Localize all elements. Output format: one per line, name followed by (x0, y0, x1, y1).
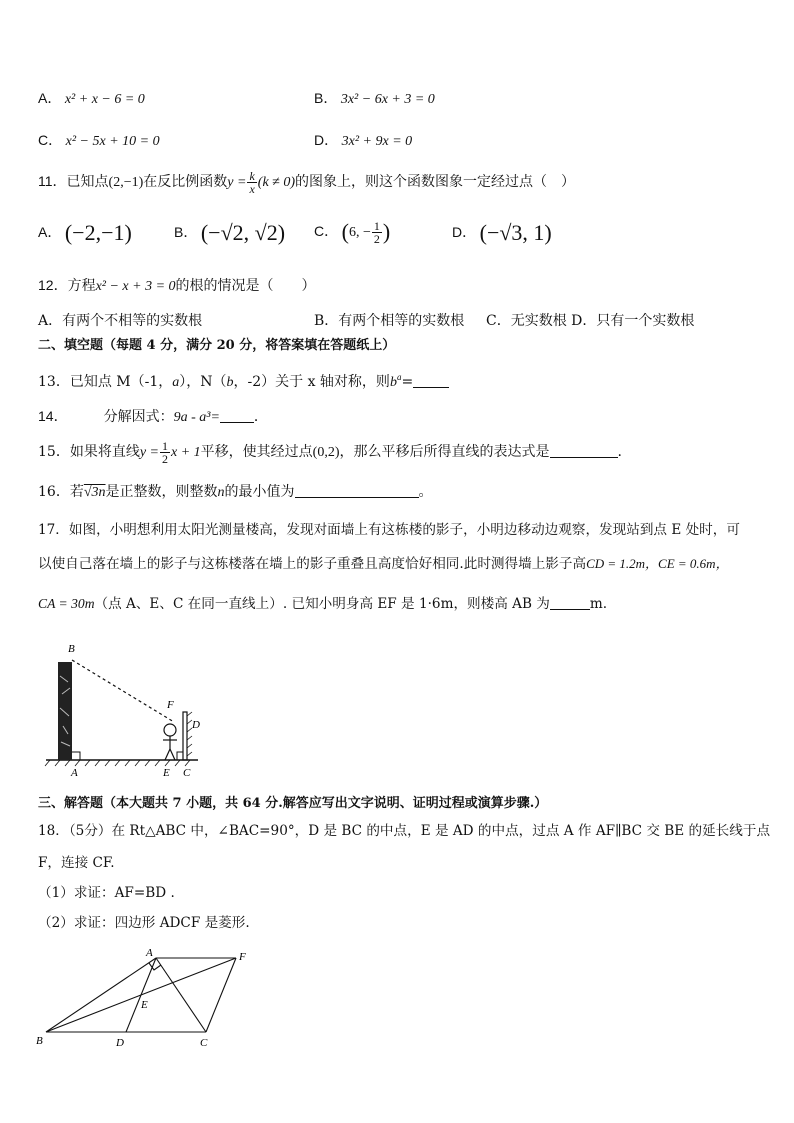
q16-question: 16．若√3n是正整数，则整数n的最小值为 。 (38, 484, 433, 500)
q18-line-2: F，连接 CF. (38, 855, 115, 871)
wall (183, 712, 187, 760)
q18-line-1: 18．（5分）在 Rt△ABC 中，∠BAC=90°，D 是 BC 的中点，E 是 AD 的中点，过点 A 作 AF∥BC 交 BE 的延长线于点 (38, 823, 771, 839)
q15-fraction: $\frac{1}{2}$ (162, 438, 168, 466)
person-head (164, 724, 176, 736)
q17-line-1: 17．如图，小明想利用太阳光测量楼高，发现对面墙上有这栋楼的影子，小明边移动边观察，发现站到点 E 处时，可 (38, 522, 740, 538)
q11-fraction: $\frac{k}{x}$ (249, 168, 255, 196)
right-angle-c (177, 752, 183, 760)
q10-option-a: A． x² + x − 6 = 0 (38, 90, 145, 107)
person-leg-right (170, 749, 175, 760)
q15-answer-blank[interactable] (550, 443, 618, 458)
q10-option-c: C． x² − 5x + 10 = 0 (38, 132, 160, 149)
segment-FC (206, 958, 236, 1032)
label-B: B (68, 643, 75, 655)
label-A: A (146, 947, 153, 959)
q12-option-a: A．有两个不相等的实数根 (38, 313, 203, 329)
label-D: D (192, 719, 200, 731)
right-angle-a (72, 752, 80, 760)
label-A: A (71, 767, 78, 779)
label-F: F (167, 699, 174, 711)
q10-option-b: B． 3x² − 6x + 3 = 0 (314, 90, 435, 107)
label-D: D (116, 1037, 124, 1049)
q17-line-3: CA = 30m（点 A、E、C 在同一直线上）. 已知小明身高 EF 是 1·6m，则楼高 AB 为 m. (38, 596, 608, 612)
q13-answer-blank[interactable] (413, 373, 449, 388)
q17-answer-blank[interactable] (550, 595, 590, 610)
ground-hatch (45, 760, 190, 766)
building (58, 662, 72, 760)
right-angle-a (149, 963, 161, 970)
label-F: F (239, 951, 246, 963)
label-B: B (36, 1035, 43, 1047)
q12-question: 12．方程x² − x + 3 = 0的根的情况是（ ） (38, 277, 316, 294)
section-2-title: 二、填空题（每题 4 分，满分 20 分，将答案填在答题纸上） (38, 338, 396, 353)
q17-line-2: 以使自己落在墙上的影子与这栋楼落在墙上的影子重叠且高度恰好相同.此时测得墙上影子高CD = 1.2m，CE = 0.6m， (38, 556, 729, 572)
q14-answer-blank[interactable] (220, 408, 254, 423)
q11-option-c: C． (6, − $\frac{1}{2}$ ) (314, 219, 391, 247)
person-leg-left (165, 749, 170, 760)
segment-BF (46, 958, 236, 1032)
q17-figure (42, 636, 202, 780)
label-E: E (163, 767, 170, 779)
q12-option-b: B．有两个相等的实数根 (314, 313, 465, 329)
q13-question: 13．已知点 M（-1，a），N（b，-2）关于 x 轴对称，则$b^a=$ (38, 367, 449, 393)
sun-ray-line (72, 660, 174, 722)
q11-question: 11．已知点(2,−1)在反比例函数y = $\frac{k}{x}$ (k ≠ 0)的图象上，则这个函数图象一定经过点（ ） (38, 168, 576, 196)
q11-c-fraction: $\frac{1}{2}$ (373, 219, 380, 247)
q18-figure (34, 944, 260, 1052)
label-C: C (200, 1037, 208, 1049)
segment-AC (156, 958, 206, 1032)
q12-option-cd: C．无实数根 D．只有一个实数根 (486, 313, 695, 329)
q14-question: 14． 分解因式：9a - a³= ． (38, 408, 268, 425)
q18-part-2: （2）求证：四边形 ADCF 是菱形. (38, 915, 250, 931)
q15-question: 15．如果将直线y = $\frac{1}{2}$ x + 1平移，使其经过点(0,2)，那么平移后所得直线的表达式是 . (38, 438, 622, 466)
q11-option-a: A． (−2,−1) (38, 220, 132, 245)
q11-option-b: B． (−√2, √2) (174, 220, 286, 245)
label-E: E (141, 999, 148, 1011)
q10-option-d: D． 3x² + 9x = 0 (314, 132, 413, 149)
q16-answer-blank[interactable] (295, 483, 419, 498)
label-C: C (183, 767, 191, 779)
q18-part-1: （1）求证：AF=BD . (38, 885, 175, 901)
section-3-title: 三、解答题（本大题共 7 小题，共 64 分.解答应写出文字说明、证明过程或演算步骤.） (38, 796, 548, 811)
q11-option-d: D． (−√3, 1) (452, 220, 552, 245)
